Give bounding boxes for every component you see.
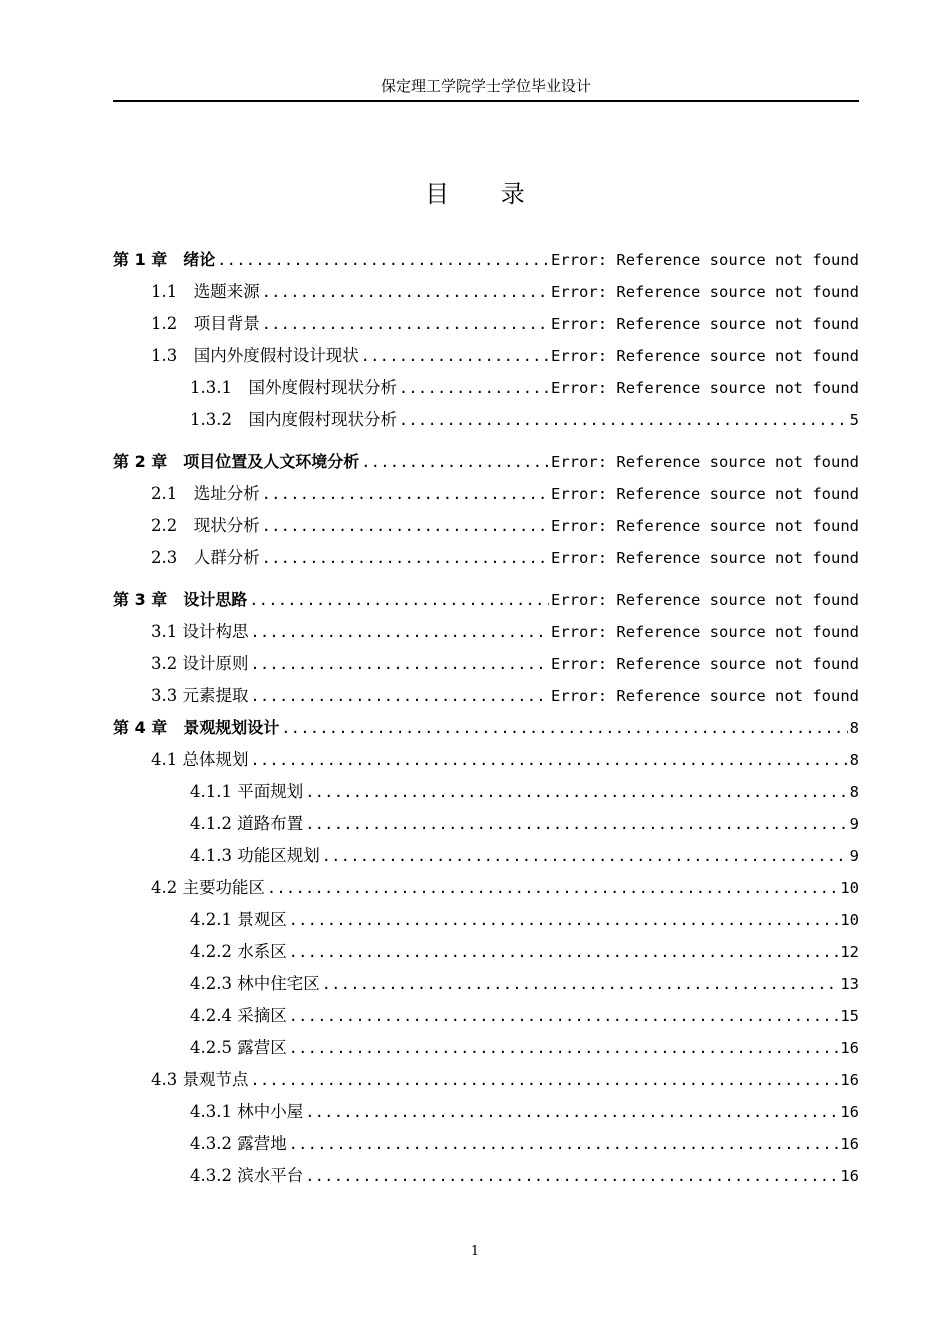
- dot-leader: [289, 936, 839, 968]
- toc-entry-label: 1.3.2 国内度假村现状分析: [190, 410, 397, 429]
- dot-leader: [251, 1064, 839, 1096]
- toc-entry-page: Error: Reference source not found: [551, 485, 859, 503]
- toc-entry[interactable]: [113, 1064, 859, 1096]
- dot-leader: [305, 1096, 838, 1128]
- toc-entry-label: 1.3.1 国外度假村现状分析: [190, 378, 397, 397]
- toc-entry[interactable]: [113, 404, 859, 436]
- toc-entry-page: 16: [840, 1039, 859, 1057]
- toc-entry-label: 第 2 章 项目位置及人文环境分析: [113, 452, 360, 471]
- toc-entry[interactable]: [113, 1128, 859, 1160]
- dot-leader: [399, 404, 848, 436]
- toc-entry-page: Error: Reference source not found: [551, 623, 859, 641]
- dot-leader: [399, 372, 549, 404]
- dot-leader: [251, 648, 550, 680]
- toc-entry[interactable]: [113, 776, 859, 808]
- toc-entry-page: 15: [840, 1007, 859, 1025]
- toc-entry-label: 4.2.2 水系区: [190, 942, 287, 961]
- toc-entry-label: 1.2 项目背景: [151, 314, 260, 333]
- toc-entry-label: 第 3 章 设计思路: [113, 590, 248, 609]
- dot-leader: [249, 584, 549, 616]
- toc-entry-label: 4.1.3 功能区规划: [190, 846, 320, 865]
- toc-entry-label: 第 4 章 景观规划设计: [113, 718, 280, 737]
- toc-entry[interactable]: [113, 542, 859, 574]
- toc-entry[interactable]: [113, 308, 859, 340]
- toc-entry-label: 1.3 国内外度假村设计现状: [151, 346, 359, 365]
- toc-entry-page: Error: Reference source not found: [551, 591, 859, 609]
- toc-entry[interactable]: [113, 1032, 859, 1064]
- table-of-contents: [113, 244, 859, 1192]
- toc-entry[interactable]: [113, 1096, 859, 1128]
- toc-entry-page: Error: Reference source not found: [551, 283, 859, 301]
- toc-entry-page: 12: [840, 943, 859, 961]
- dot-leader: [251, 616, 550, 648]
- toc-entry-label: 4.3.1 林中小屋: [190, 1102, 304, 1121]
- toc-title: 目 录: [425, 180, 547, 208]
- toc-entry[interactable]: [113, 478, 859, 510]
- toc-entry[interactable]: [113, 276, 859, 308]
- toc-entry-page: 10: [840, 911, 859, 929]
- toc-entry[interactable]: [113, 904, 859, 936]
- toc-entry-page: 16: [840, 1103, 859, 1121]
- dot-leader: [305, 776, 847, 808]
- dot-leader: [289, 904, 839, 936]
- dot-leader: [262, 542, 549, 574]
- toc-entry[interactable]: [113, 372, 859, 404]
- toc-entry[interactable]: [113, 712, 859, 744]
- dot-leader: [267, 872, 838, 904]
- toc-entry-page: Error: Reference source not found: [551, 687, 859, 705]
- toc-entry-page: Error: Reference source not found: [551, 347, 859, 365]
- toc-entry-page: Error: Reference source not found: [551, 453, 859, 471]
- dot-leader: [262, 510, 549, 542]
- toc-entry-label: 4.1.2 道路布置: [190, 814, 304, 833]
- toc-entry[interactable]: [113, 744, 859, 776]
- toc-entry-page: 9: [849, 815, 859, 833]
- dot-leader: [262, 478, 549, 510]
- toc-entry-label: 4.2.3 林中住宅区: [190, 974, 320, 993]
- toc-entry[interactable]: [113, 1160, 859, 1192]
- dot-leader: [217, 244, 549, 276]
- toc-entry[interactable]: [113, 808, 859, 840]
- toc-entry-label: 4.1 总体规划: [151, 750, 249, 769]
- toc-entry-label: 2.2 现状分析: [151, 516, 260, 535]
- toc-entry-label: 4.3.2 滨水平台: [190, 1166, 304, 1185]
- toc-entry[interactable]: [113, 584, 859, 616]
- toc-entry[interactable]: [113, 1000, 859, 1032]
- dot-leader: [322, 968, 839, 1000]
- toc-entry-page: 8: [849, 719, 859, 737]
- dot-leader: [251, 744, 848, 776]
- toc-entry-label: 4.2.1 景观区: [190, 910, 287, 929]
- toc-entry[interactable]: [113, 872, 859, 904]
- toc-entry[interactable]: [113, 446, 859, 478]
- dot-leader: [251, 680, 550, 712]
- toc-entry-label: 1.1 选题来源: [151, 282, 260, 301]
- dot-leader: [281, 712, 847, 744]
- toc-entry[interactable]: [113, 680, 859, 712]
- toc-entry-page: Error: Reference source not found: [551, 251, 859, 269]
- dot-leader: [361, 446, 549, 478]
- toc-entry[interactable]: [113, 648, 859, 680]
- toc-entry-page: 8: [849, 751, 859, 769]
- toc-entry-page: Error: Reference source not found: [551, 517, 859, 535]
- toc-entry[interactable]: [113, 244, 859, 276]
- toc-entry-label: 3.3 元素提取: [151, 686, 249, 705]
- toc-entry-label: 4.1.1 平面规划: [190, 782, 304, 801]
- toc-entry-label: 4.2.4 采摘区: [190, 1006, 287, 1025]
- toc-entry[interactable]: [113, 968, 859, 1000]
- dot-leader: [262, 276, 549, 308]
- dot-leader: [262, 308, 549, 340]
- toc-entry-label: 4.3.2 露营地: [190, 1134, 287, 1153]
- toc-entry-page: 10: [840, 879, 859, 897]
- toc-entry-page: Error: Reference source not found: [551, 379, 859, 397]
- toc-entry-label: 2.3 人群分析: [151, 548, 260, 567]
- dot-leader: [289, 1128, 839, 1160]
- toc-entry-page: 16: [840, 1167, 859, 1185]
- toc-entry-label: 4.2 主要功能区: [151, 878, 265, 897]
- toc-entry-label: 4.3 景观节点: [151, 1070, 249, 1089]
- toc-entry-page: 9: [849, 847, 859, 865]
- toc-entry[interactable]: [113, 840, 859, 872]
- toc-entry[interactable]: [113, 340, 859, 372]
- toc-entry-page: 16: [840, 1135, 859, 1153]
- toc-entry-page: 13: [840, 975, 859, 993]
- toc-entry[interactable]: [113, 936, 859, 968]
- toc-entry-page: 5: [849, 411, 859, 429]
- dot-leader: [289, 1000, 839, 1032]
- toc-entry[interactable]: [113, 510, 859, 542]
- dot-leader: [361, 340, 549, 372]
- toc-entry-page: Error: Reference source not found: [551, 655, 859, 673]
- toc-entry-label: 3.2 设计原则: [151, 654, 249, 673]
- toc-entry-page: Error: Reference source not found: [551, 315, 859, 333]
- dot-leader: [289, 1032, 839, 1064]
- dot-leader: [305, 808, 847, 840]
- dot-leader: [322, 840, 848, 872]
- header-rule: [113, 100, 859, 102]
- toc-entry-label: 2.1 选址分析: [151, 484, 260, 503]
- dot-leader: [305, 1160, 838, 1192]
- page-number: 1: [470, 1244, 480, 1259]
- toc-entry-page: 16: [840, 1071, 859, 1089]
- toc-entry-label: 3.1 设计构思: [151, 622, 249, 641]
- toc-entry[interactable]: [113, 616, 859, 648]
- running-header: 保定理工学院学士学位毕业设计: [380, 77, 591, 95]
- toc-entry-page: 8: [849, 783, 859, 801]
- toc-entry-label: 4.2.5 露营区: [190, 1038, 287, 1057]
- toc-entry-label: 第 1 章 绪论: [113, 250, 216, 269]
- toc-entry-page: Error: Reference source not found: [551, 549, 859, 567]
